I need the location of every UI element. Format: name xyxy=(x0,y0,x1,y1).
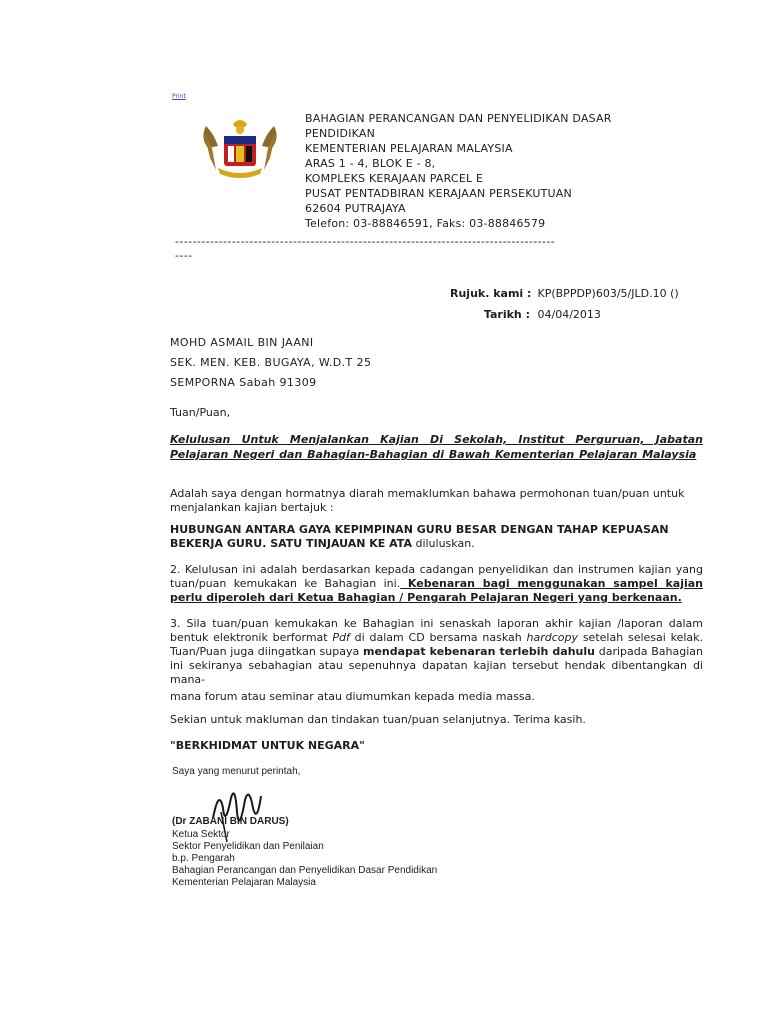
date-label: Tarikh : xyxy=(483,308,530,321)
paragraph-3-text: setelah selesai kelak. Tuan/Puan juga diingatkan supaya xyxy=(170,631,703,658)
motto: "BERKHIDMAT UNTUK NEGARA" xyxy=(170,739,365,752)
signatory-line: Kementerian Pelajaran Malaysia xyxy=(172,877,316,888)
date-row xyxy=(450,308,601,321)
separator-line: --------------------------------------------------------------------------------------- xyxy=(175,235,556,248)
salutation: Tuan/Puan, xyxy=(170,406,231,419)
reference-label: Rujuk. kami : xyxy=(450,287,532,300)
hardcopy-term: hardcopy xyxy=(526,631,579,644)
paragraph-2-text: 2. Kelulusan ini adalah berdasarkan kepada cadangan penyelidikan dan instrumen kajian yang tuan/puan kemukakan ke Bahagian ini. xyxy=(170,563,703,590)
recipient-city: SEMPORNA Sabah 91309 xyxy=(170,376,317,389)
research-title xyxy=(170,523,703,551)
paragraph-3-end: mana forum atau seminar atau diumumkan kepada media massa. xyxy=(170,690,535,703)
letterhead-line: Telefon: 03-88846591, Faks: 03-88846579 xyxy=(305,217,546,230)
signatory-line: Bahagian Perancangan dan Penyelidikan Dasar Pendidikan xyxy=(172,865,438,876)
signatory-name: (Dr ZABANI BIN DARUS) xyxy=(172,816,289,827)
date-value: 04/04/2013 xyxy=(537,308,601,321)
paragraph-3-bold: mendapat kebenaran terlebih dahulu xyxy=(362,645,595,658)
recipient-school: SEK. MEN. KEB. BUGAYA, W.D.T 25 xyxy=(170,356,372,369)
paragraph-3-text: daripada Bahagian ini sekiranya sebahagian atau sepenuhnya dapatan kajian tersebut hendak dibentangkan di mana- xyxy=(170,645,703,686)
recipient-address xyxy=(170,333,371,393)
letterhead-address xyxy=(305,111,612,231)
letterhead-line: ARAS 1 - 4, BLOK E - 8, xyxy=(305,157,436,170)
signatory-line: b.p. Pengarah xyxy=(172,853,235,864)
signatory-line: Ketua Sektor xyxy=(172,829,230,840)
research-title-bold: HUBUNGAN ANTARA GAYA KEPIMPINAN GURU BESAR DENGAN TAHAP KEPUASAN BEKERJA GURU. SATU TINJAUAN KE ATA xyxy=(170,523,669,550)
letterhead-line: PENDIDIKAN xyxy=(305,127,376,140)
letterhead-line: KOMPLEKS KERAJAAN PARCEL E xyxy=(305,172,484,185)
letterhead-line: PUSAT PENTADBIRAN KERAJAAN PERSEKUTUAN xyxy=(305,187,572,200)
letterhead-line: 62604 PUTRAJAYA xyxy=(305,202,406,215)
paragraph-2-bold: Kebenaran bagi menggunakan sampel kajian perlu diperoleh dari Ketua Bahagian / Pengarah Pelajaran Negeri yang berkenaan. xyxy=(170,577,704,604)
pdf-term: Pdf xyxy=(332,631,350,644)
print-link[interactable]: Print xyxy=(172,93,186,100)
letter-subject: Kelulusan Untuk Menjalankan Kajian Di Sekolah, Institut Perguruan, Jabatan Pelajaran Negeri dan Bahagian-Bahagian di Bawah Kementerian Pelajaran Malaysia xyxy=(170,433,703,461)
separator-line: ---- xyxy=(175,249,193,262)
signatory-details xyxy=(172,829,437,889)
research-title-rest: diluluskan. xyxy=(411,537,475,550)
coat-of-arms-logo xyxy=(198,118,282,184)
signature-intro: Saya yang menurut perintah, xyxy=(172,766,301,777)
recipient-name: MOHD ASMAIL BIN JAANI xyxy=(170,336,314,349)
letterhead-line: KEMENTERIAN PELAJARAN MALAYSIA xyxy=(305,142,513,155)
signatory-line: Sektor Penyelidikan dan Penilaian xyxy=(172,841,324,852)
paragraph-2 xyxy=(170,563,703,605)
reference-value: KP(BPPDP)603/5/JLD.10 () xyxy=(537,287,679,300)
closing-line: Sekian untuk makluman dan tindakan tuan/puan selanjutnya. Terima kasih. xyxy=(170,713,586,726)
paragraph-3 xyxy=(170,617,703,687)
paragraph-3-text: di dalam CD bersama naskah xyxy=(349,631,527,644)
paragraph-3-text: 3. Sila tuan/puan kemukakan ke Bahagian ini senaskah laporan akhir kajian /laporan dalam bentuk elektronik berformat xyxy=(170,617,703,644)
header-separator xyxy=(175,235,555,263)
letterhead-line: BAHAGIAN PERANCANGAN DAN PENYELIDIKAN DASAR xyxy=(305,112,612,125)
reference-row xyxy=(450,287,679,300)
intro-paragraph: Adalah saya dengan hormatnya diarah memaklumkan bahawa permohonan tuan/puan untuk menjalankan kajian bertajuk : xyxy=(170,487,685,514)
